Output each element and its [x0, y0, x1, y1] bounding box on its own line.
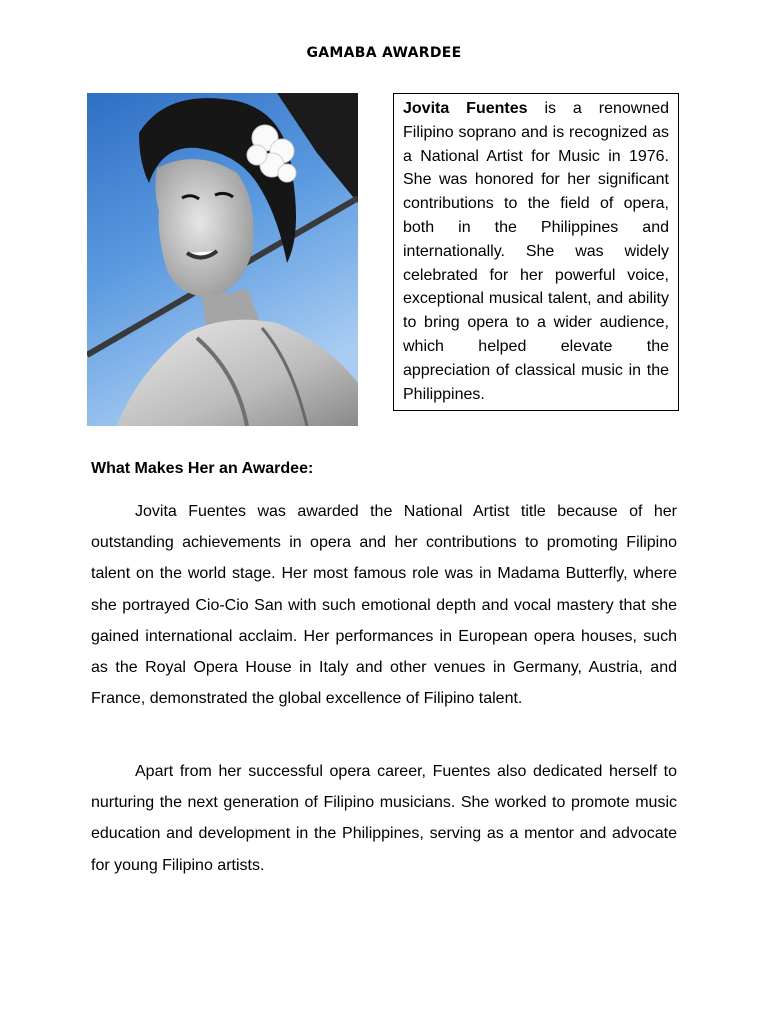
bio-text: is a renowned Filipino soprano and is recognized as a National Artist for Music in 1976. She was honored for her significant contributions to the field of opera, both in the Philippines and internationally. She was widely celebrated for her powerful voice, exceptional musical talent, and ability to bring opera to a wider audience, which helped elevate the appreciation of classical music in the Philippines.: [403, 100, 670, 403]
bio-name: Jovita Fuentes: [403, 100, 528, 117]
paragraph-mentorship: Apart from her successful opera career, Fuentes also dedicated herself to nurturing the next generation of Filipino musicians. She worked to promote music education and development in the Philippines, serving as a mentor and advocate for young Filipino artists.: [91, 763, 677, 874]
page-title: GAMABA AWARDEE: [306, 45, 462, 61]
bio-box: [393, 93, 679, 411]
portrait-photo: [87, 93, 358, 426]
section-heading: What Makes Her an Awardee:: [91, 460, 314, 477]
paragraph-awardee-reason: Jovita Fuentes was awarded the National Artist title because of her outstanding achievements in opera and her contributions to promoting Filipino talent on the world stage. Her most famous role was in Madama Butterfly, where she portrayed Cio-Cio San with such emotional depth and vocal mastery that she gained international acclaim. Her performances in European opera houses, such as the Royal Opera House in Italy and other venues in Germany, Austria, and France, demonstrated the global excellence of Filipino talent.: [91, 503, 677, 708]
